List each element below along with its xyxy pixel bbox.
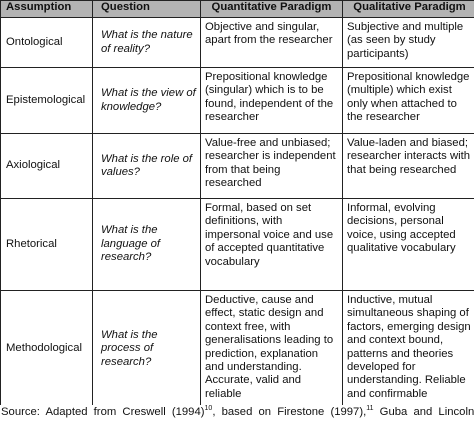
cell-qualitative: Inductive, mutual simultaneous shaping of factors, emerging design and context bound, patterns and theories developed for understanding. Reliable and confirmable xyxy=(343,291,474,406)
source-prefix: Source: Adapted from Creswell (1994) xyxy=(1,406,205,418)
cell-quantitative: Value-free and unbiased; researcher is independent from that being researched xyxy=(201,134,343,199)
table-row-ontological xyxy=(1,18,474,68)
table-row-methodological xyxy=(1,291,474,406)
cell-quantitative: Prepositional knowledge (singular) which is to be found, independent of the researcher xyxy=(201,68,343,134)
cell-quantitative: Objective and singular, apart from the researcher xyxy=(201,18,343,68)
cell-assumption: Methodological xyxy=(1,291,93,406)
cell-qualitative: Subjective and multiple (as seen by study participants) xyxy=(343,18,474,68)
cell-quantitative: Deductive, cause and effect, static design and context free, with generalisations leading to prediction, explanation and understanding. Accurate, valid and reliable xyxy=(201,291,343,406)
source-suffix: Guba and Lincoln xyxy=(373,406,474,418)
source-ref-1: 10 xyxy=(204,405,213,413)
header-question: Question xyxy=(93,1,201,18)
source-middle: , based on Firestone (1997), xyxy=(212,406,367,418)
header-assumption: Assumption xyxy=(1,1,93,18)
cell-assumption: Ontological xyxy=(1,18,93,68)
cell-assumption: Epistemological xyxy=(1,68,93,134)
cell-quantitative: Formal, based on set definitions, with impersonal voice and use of accepted quantitative vocabulary xyxy=(201,199,343,291)
cell-qualitative: Informal, evolving decisions, personal voice, using accepted qualitative vocabulary xyxy=(343,199,474,291)
cell-qualitative: Prepositional knowledge (multiple) which exist only when attached to the researcher xyxy=(343,68,474,134)
cell-question: What is the view of knowledge? xyxy=(93,68,201,134)
table-row-axiological xyxy=(1,134,474,199)
source-citation xyxy=(1,405,474,419)
cell-question: What is the role of values? xyxy=(93,134,201,199)
cell-assumption: Axiological xyxy=(1,134,93,199)
source-ref-2: 11 xyxy=(366,405,374,413)
table-header-row xyxy=(1,1,474,18)
cell-assumption: Rhetorical xyxy=(1,199,93,291)
table-row-epistemological xyxy=(1,68,474,134)
cell-question: What is the language of research? xyxy=(93,199,201,291)
header-qualitative-paradigm: Qualitative Paradigm xyxy=(343,1,474,18)
cell-qualitative: Value-laden and biased; researcher interacts with that being researched xyxy=(343,134,474,199)
table-row-rhetorical xyxy=(1,199,474,291)
cell-question: What is the process of research? xyxy=(93,291,201,406)
cell-question: What is the nature of reality? xyxy=(93,18,201,68)
header-quantitative-paradigm: Quantitative Paradigm xyxy=(201,1,343,18)
